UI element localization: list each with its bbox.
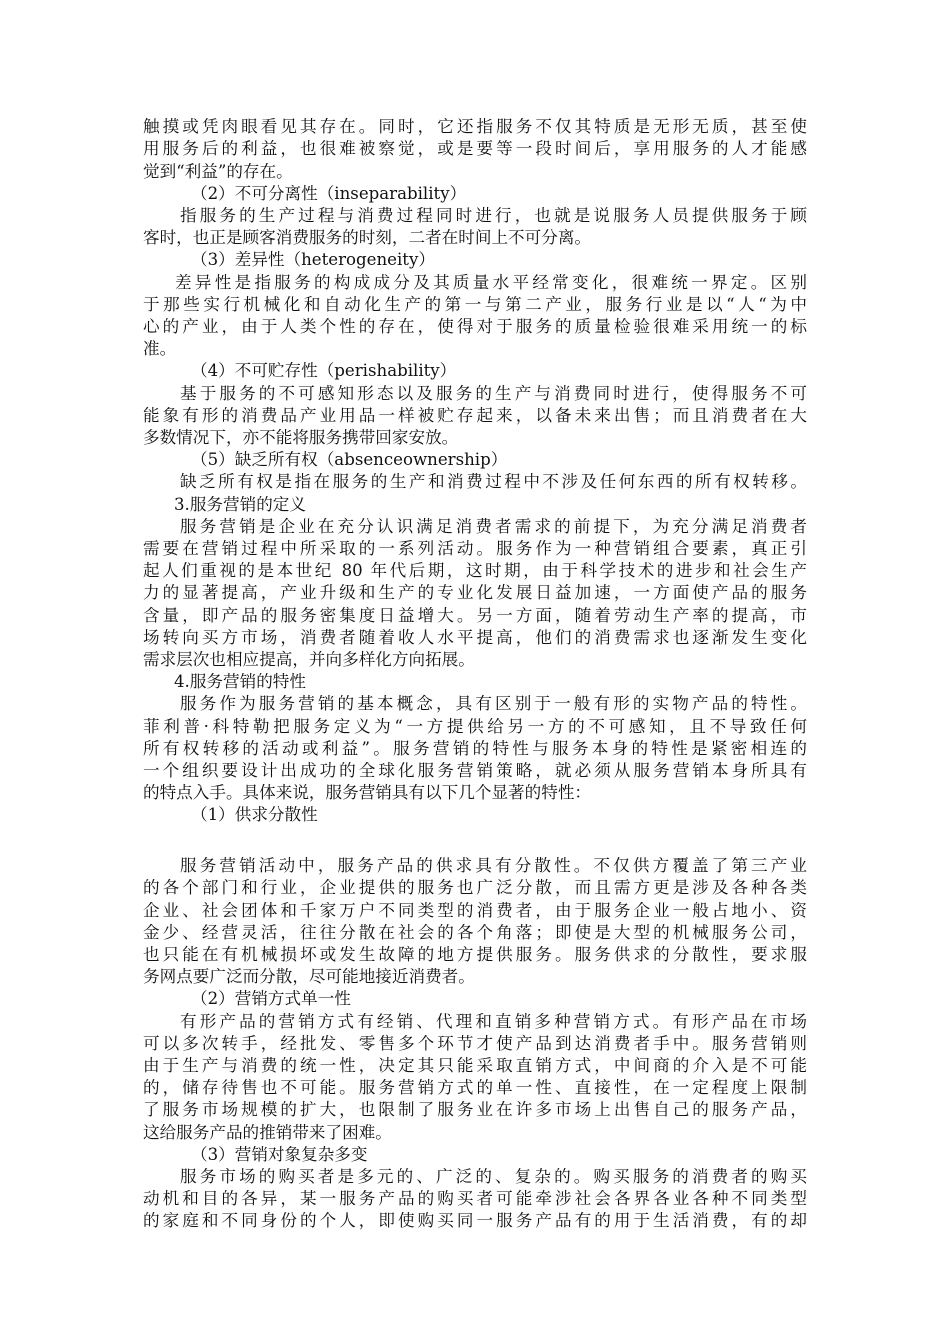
text-line: 企业、社会团体和千家万户不同类型的消费者，由于服务企业一般占地小、资: [143, 901, 807, 920]
text-line: 能象有形的消费品产业用品一样被贮存起来，以备未来出售；而且消费者在大: [143, 406, 807, 425]
text-line: 的特点入手。具体来说，服务营销具有以下几个显著的特性：: [143, 783, 592, 802]
text-line: 了服务市场规模的扩大，也限制了服务业在许多市场上出售自己的服务产品，: [143, 1100, 807, 1119]
section-heading: （1）供求分散性: [191, 805, 318, 824]
text-line: 菲利普·科特勒把服务定义为“一方提供给另一方的不可感知，且不导致任何: [143, 717, 807, 736]
text-line: 服务作为服务营销的基本概念，具有区别于一般有形的实物产品的特性。: [180, 694, 807, 713]
text-line: 需要在营销过程中所采取的一系列活动。服务作为一种营销组合要素，真正引: [143, 539, 807, 558]
text-line: 有形产品的营销方式有经销、代理和直销多种营销方式。有形产品在市场: [180, 1012, 807, 1031]
text-line: 这给服务产品的推销带来了困难。: [143, 1123, 392, 1142]
text-line: 金少、经营灵活，往往分散在社会的各个角落；即使是大型的机械服务公司，: [143, 923, 807, 942]
text-line: 可以多次转手，经批发、零售多个环节才使产品到达消费者手中。服务营销则: [143, 1034, 807, 1053]
text-line: 服务市场的购买者是多元的、广泛的、复杂的。购买服务的消费者的购买: [180, 1167, 807, 1186]
text-line: 触摸或凭肉眼看见其存在。同时，它还指服务不仅其特质是无形无质，甚至使: [143, 117, 807, 136]
text-line: 的家庭和不同身份的个人，即使购买同一服务产品有的用于生活消费，有的却: [143, 1211, 807, 1230]
section-heading: （2）不可分离性（inseparability）: [191, 184, 467, 203]
section-heading: （4）不可贮存性（perishability）: [191, 361, 457, 380]
text-line: 含量，即产品的服务密集度日益增大。另一方面，随着劳动生产率的提高，市: [143, 606, 807, 625]
text-line: 由于生产与消费的统一性，决定其只能采取直销方式，中间商的介入是不可能: [143, 1056, 807, 1075]
text-line: 动机和目的各异，某一服务产品的购买者可能牵涉社会各界各业各种不同类型: [143, 1189, 807, 1208]
text-line: 准。: [143, 339, 177, 358]
text-line: 务网点要广泛而分散，尽可能地接近消费者。: [143, 967, 475, 986]
text-line: 差异性是指服务的构成成分及其质量水平经常变化，很难统一界定。区别: [175, 273, 807, 292]
text-line: 用服务后的利益，也很难被察觉，或是要等一段时间后，享用服务的人才能感: [143, 139, 807, 158]
text-line: 于那些实行机械化和自动化生产的第一与第二产业，服务行业是以“人“为中: [143, 295, 807, 314]
section-heading: （2）营销方式单一性: [191, 989, 351, 1008]
section-heading: （5）缺乏所有权（absenceownership）: [191, 450, 508, 469]
text-line: 觉到“利益”的存在。: [143, 162, 293, 181]
text-line: 多数情况下，亦不能将服务携带回家安放。: [143, 428, 459, 447]
text-line: 心的产业，由于人类个性的存在，使得对于服务的质量检验很难采用统一的标: [143, 317, 807, 336]
section-heading: 3.服务营销的定义: [174, 495, 306, 514]
text-line: 基于服务的不可感知形态以及服务的生产与消费同时进行，使得服务不可: [180, 384, 807, 403]
text-line: 的，储存待售也不可能。服务营销方式的单一性、直接性，在一定程度上限制: [143, 1078, 807, 1097]
text-line: 力的显著提高，产业升级和生产的专业化发展日益加速，一方面使产品的服务: [143, 583, 807, 602]
text-line: 的各个部门和行业，企业提供的服务也广泛分散，而且需方更是涉及各种各类: [143, 878, 807, 897]
section-heading: 4.服务营销的特性: [174, 672, 306, 691]
text-line: 一个组织要设计出成功的全球化服务营销策略，就必须从服务营销本身所具有: [143, 761, 807, 780]
text-line: 指服务的生产过程与消费过程同时进行，也就是说服务人员提供服务于顾: [180, 206, 807, 225]
text-line: 场转向买方市场，消费者随着收人水平提高，他们的消费需求也逐渐发生变化: [143, 628, 807, 647]
text-line: 缺乏所有权是指在服务的生产和消费过程中不涉及任何东西的所有权转移。: [180, 472, 807, 491]
text-line: 起人们重视的是本世纪 80 年代后期，这时期，由于科学技术的进步和社会生产: [143, 561, 807, 580]
section-heading: （3）差异性（heterogeneity）: [191, 250, 435, 269]
text-line: 所有权转移的活动或利益”。服务营销的特性与服务本身的特性是紧密相连的: [143, 739, 807, 758]
text-line: 服务营销是企业在充分认识满足消费者需求的前提下，为充分满足消费者: [180, 517, 807, 536]
text-line: 需求层次也相应提高，并向多样化方向拓展。: [143, 650, 475, 669]
text-line: 也只能在有机械损坏或发生故障的地方提供服务。服务供求的分散性，要求服: [143, 945, 807, 964]
section-heading: （3）营销对象复杂多变: [191, 1145, 368, 1164]
text-line: 客时，也正是顾客消费服务的时刻，二者在时间上不可分离。: [143, 228, 592, 247]
text-line: 服务营销活动中，服务产品的供求具有分散性。不仅供方覆盖了第三产业: [180, 856, 807, 875]
